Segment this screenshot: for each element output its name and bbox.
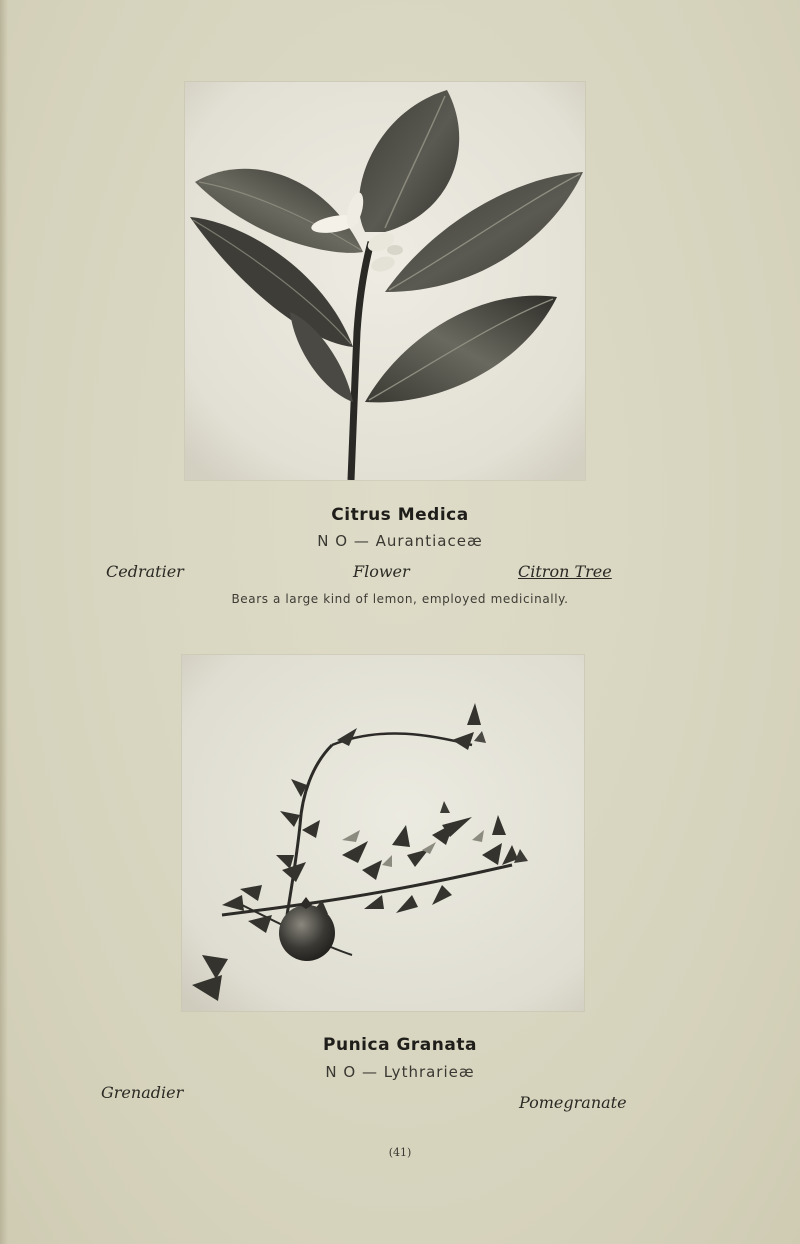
plate-2-english-name: Pomegranate (519, 1093, 627, 1112)
plate-1-english-name: Citron Tree (518, 562, 612, 581)
plate-1-title: Citrus Medica (331, 505, 469, 525)
plate-1-description: Bears a large kind of lemon, employed medicinally. (231, 592, 569, 606)
plate-1-part-shown: Flower (353, 562, 410, 581)
plate-1-french-name: Cedratier (106, 562, 184, 581)
pomegranate-branch-illustration (182, 655, 584, 1011)
page-number: (41) (388, 1146, 412, 1159)
citrus-medica-photograph (185, 82, 585, 480)
flower-bud (387, 245, 403, 255)
pomegranate-fruit (279, 905, 335, 961)
punica-granata-photograph (182, 655, 584, 1011)
plate-2-french-name: Grenadier (101, 1083, 184, 1102)
plate-2-natural-order: N O — Lythrarieæ (325, 1063, 475, 1081)
page-binding-shadow (0, 0, 8, 1244)
citrus-branch-illustration (185, 82, 585, 480)
plate-1-natural-order: N O — Aurantiaceæ (317, 532, 483, 550)
plate-2-title: Punica Granata (323, 1035, 477, 1055)
